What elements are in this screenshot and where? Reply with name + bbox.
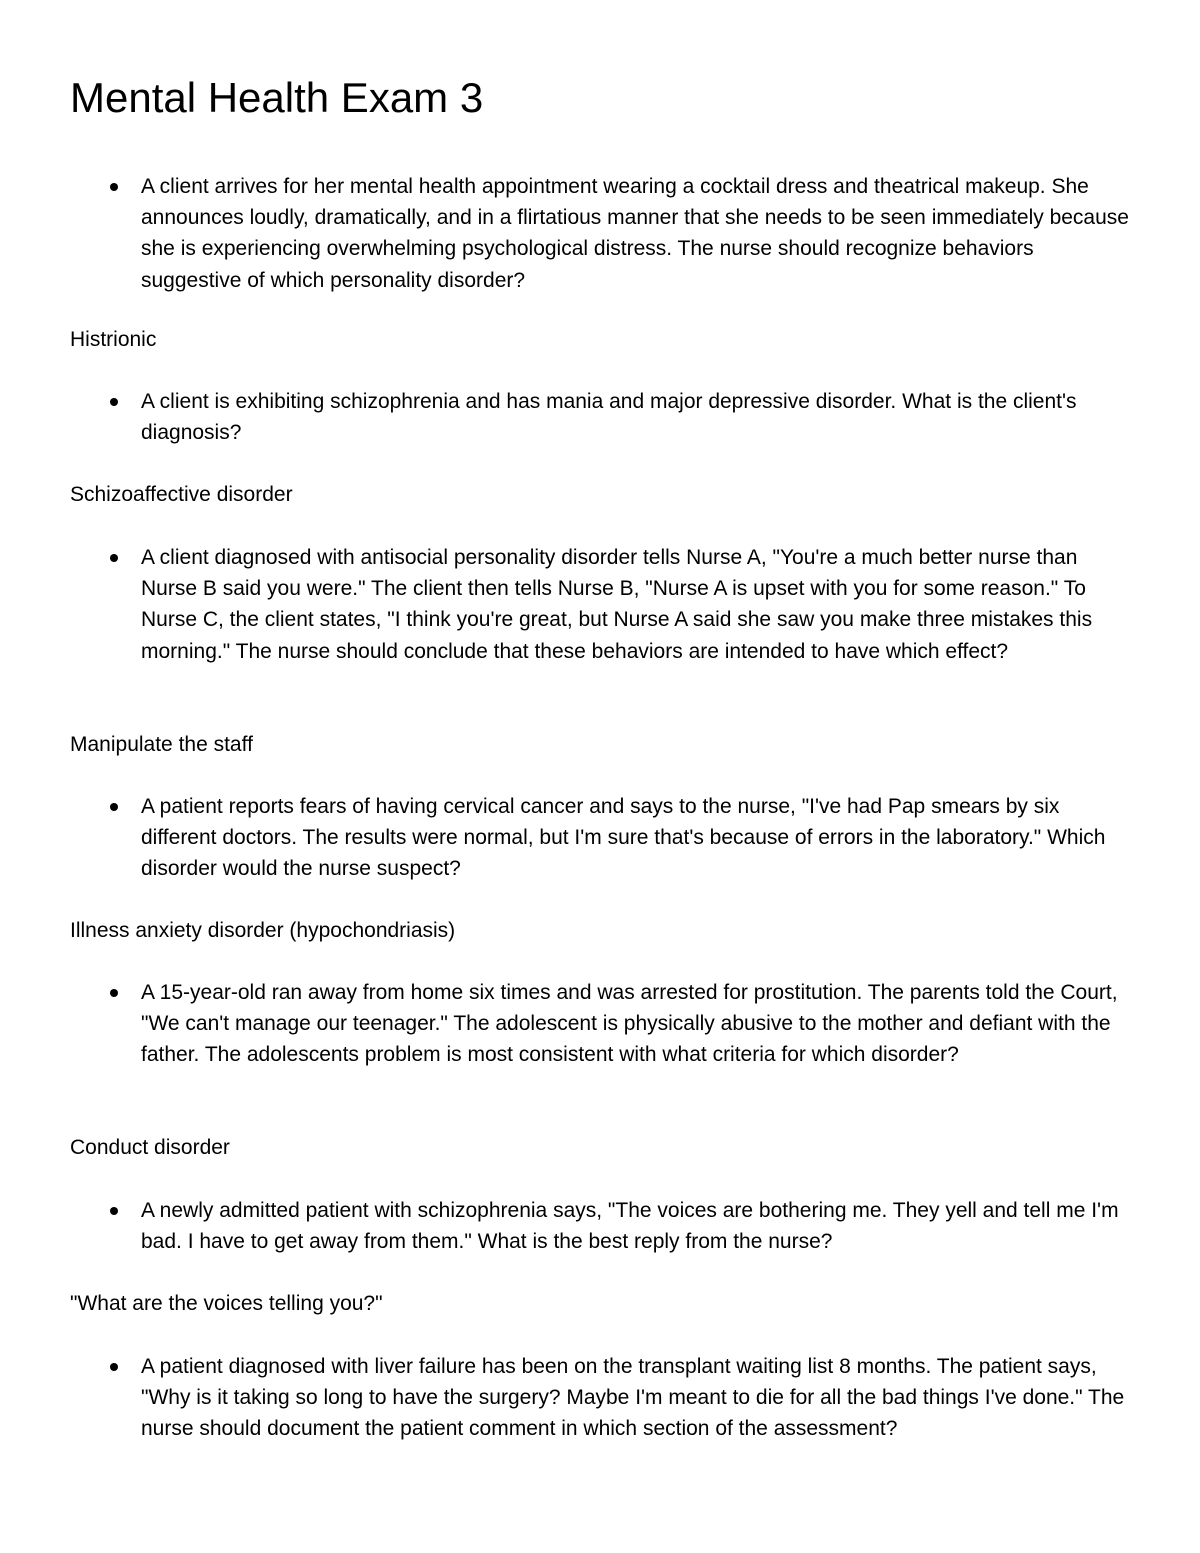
page-title: Mental Health Exam 3 — [70, 74, 484, 121]
answer-text: Manipulate the staff — [70, 733, 253, 756]
question-item — [141, 791, 1131, 885]
bullet-icon — [110, 398, 118, 406]
question-text: A patient diagnosed with liver failure has been on the transplant waiting list 8 months. The patient says, "Why is it taking so long to have the surgery? Maybe I'm meant to die for all the bad things I've done." The nurse should document the patient comment in which section of the assessment? — [141, 1355, 1125, 1441]
bullet-icon — [110, 554, 118, 562]
question-text: A patient reports fears of having cervical cancer and says to the nurse, "I've had Pap smears by six different doctors. The results were normal, but I'm sure that's because of errors in the laboratory." Which disorder would the nurse suspect? — [141, 795, 1106, 881]
question-item — [141, 977, 1131, 1071]
question-item — [141, 1195, 1131, 1257]
bullet-icon — [110, 803, 118, 811]
question-item — [141, 171, 1131, 296]
question-text: A 15-year-old ran away from home six times and was arrested for prostitution. The parents told the Court, "We can't manage our teenager." The adolescent is physically abusive to the mother and defiant with the father. The adolescents problem is most consistent with what criteria for which disorder? — [141, 981, 1118, 1067]
bullet-icon — [110, 1363, 118, 1371]
question-text: A client is exhibiting schizophrenia and has mania and major depressive disorder. What is the client's diagnosis? — [141, 390, 1077, 445]
answer-text: Schizoaffective disorder — [70, 483, 293, 506]
answer-text: "What are the voices telling you?" — [70, 1292, 383, 1315]
answer-text: Histrionic — [70, 328, 157, 351]
bullet-icon — [110, 1207, 118, 1215]
question-text: A client diagnosed with antisocial personality disorder tells Nurse A, "You're a much better nurse than Nurse B said you were." The client then tells Nurse B, "Nurse A is upset with you for some reason." To Nurse C, the client states, "I think you're great, but Nurse A said she saw you make three mistakes this morning." The nurse should conclude that these behaviors are intended to have which effect? — [141, 546, 1093, 663]
question-text: A client arrives for her mental health appointment wearing a cocktail dress and theatrical makeup. She announces loudly, dramatically, and in a flirtatious manner that she needs to be seen immediately because she is experiencing overwhelming psychological distress. The nurse should recognize behaviors suggestive of which personality disorder? — [141, 175, 1129, 292]
question-item — [141, 386, 1131, 448]
question-item — [141, 1351, 1131, 1445]
bullet-icon — [110, 183, 118, 191]
answer-text: Illness anxiety disorder (hypochondriasis) — [70, 919, 456, 942]
answer-text: Conduct disorder — [70, 1136, 230, 1159]
question-item — [141, 542, 1131, 667]
bullet-icon — [110, 989, 118, 997]
question-text: A newly admitted patient with schizophrenia says, "The voices are bothering me. They yell and tell me I'm bad. I have to get away from them." What is the best reply from the nurse? — [141, 1199, 1119, 1254]
